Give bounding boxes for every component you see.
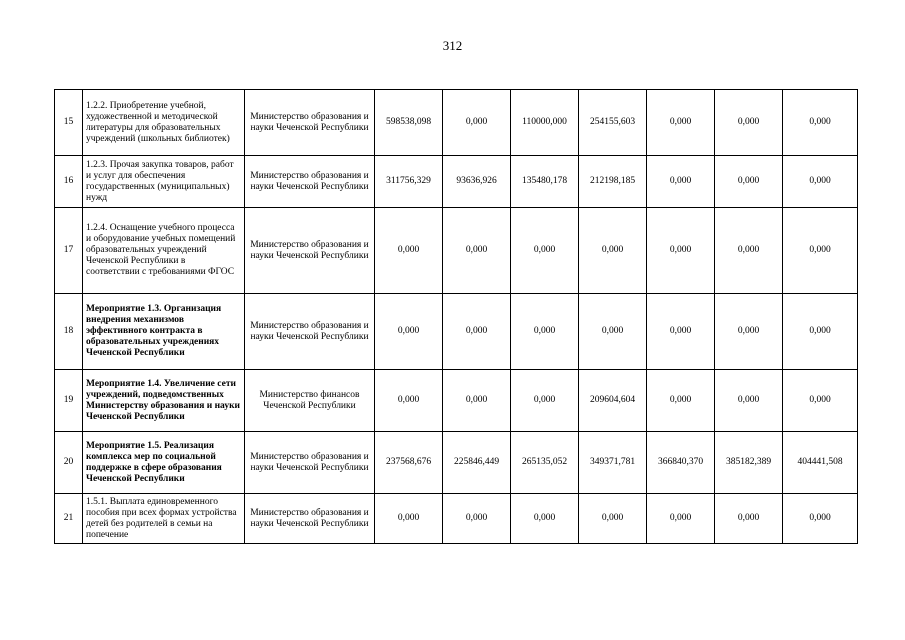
funding-value-cell: 209604,604 [579,370,647,432]
budget-table [54,89,858,544]
funding-value-cell: 0,000 [647,156,715,208]
funding-value-cell: 311756,329 [375,156,443,208]
funding-value-cell: 0,000 [783,90,858,156]
funding-value-cell: 0,000 [511,370,579,432]
funding-value-cell: 0,000 [375,370,443,432]
funding-value-cell: 254155,603 [579,90,647,156]
row-number: 20 [55,432,83,494]
funding-value-cell: 0,000 [783,208,858,294]
funding-value-cell: 0,000 [715,370,783,432]
funding-value-cell: 237568,676 [375,432,443,494]
page-number: 312 [442,38,463,53]
funding-value-cell: 110000,000 [511,90,579,156]
funding-value-cell: 0,000 [579,208,647,294]
funding-value-cell: 0,000 [715,294,783,370]
funding-value-cell: 0,000 [443,294,511,370]
executor-cell: Министерство образования и науки Чеченской Республики [245,294,375,370]
table-row [55,90,858,156]
funding-value-cell: 212198,185 [579,156,647,208]
funding-value-cell: 349371,781 [579,432,647,494]
funding-value-cell: 385182,389 [715,432,783,494]
executor-cell: Министерство финансов Чеченской Республики [245,370,375,432]
funding-value-cell: 0,000 [783,370,858,432]
funding-value-cell: 0,000 [443,370,511,432]
funding-value-cell: 0,000 [715,208,783,294]
funding-value-cell: 93636,926 [443,156,511,208]
funding-value-cell: 0,000 [443,494,511,544]
executor-cell: Министерство образования и науки Чеченской Республики [245,494,375,544]
funding-value-cell: 0,000 [511,294,579,370]
funding-value-cell: 0,000 [511,494,579,544]
table-row [55,494,858,544]
funding-value-cell: 0,000 [375,494,443,544]
funding-value-cell: 0,000 [511,208,579,294]
table-row [55,156,858,208]
measure-description: Мероприятие 1.5. Реализация комплекса мер по социальной поддержке в сфере образования Чеченской Республики [83,432,245,494]
funding-value-cell: 0,000 [647,90,715,156]
funding-value-cell: 265135,052 [511,432,579,494]
funding-value-cell: 0,000 [715,494,783,544]
funding-value-cell: 225846,449 [443,432,511,494]
funding-value-cell: 0,000 [375,294,443,370]
executor-cell: Министерство образования и науки Чеченской Республики [245,208,375,294]
executor-cell: Министерство образования и науки Чеченской Республики [245,432,375,494]
funding-value-cell: 404441,508 [783,432,858,494]
funding-value-cell: 0,000 [375,208,443,294]
table-row [55,294,858,370]
funding-value-cell: 0,000 [783,494,858,544]
table-row [55,370,858,432]
table-row [55,208,858,294]
funding-value-cell: 0,000 [647,494,715,544]
executor-cell: Министерство образования и науки Чеченской Республики [245,156,375,208]
measure-description: 1.2.4. Оснащение учебного процесса и оборудование учебных помещений образовательных учреждений Чеченской Республики в соответствии с требованиями ФГОС [83,208,245,294]
funding-value-cell: 0,000 [579,494,647,544]
measure-description: Мероприятие 1.4. Увеличение сети учреждений, подведомственных Министерству образования и науки Чеченской Республики [83,370,245,432]
funding-value-cell: 0,000 [647,294,715,370]
measure-description: 1.2.2. Приобретение учебной, художественной и методической литературы для образовательных учреждений (школьных библиотек) [83,90,245,156]
funding-value-cell: 135480,178 [511,156,579,208]
funding-value-cell: 0,000 [443,208,511,294]
executor-cell: Министерство образования и науки Чеченской Республики [245,90,375,156]
measure-description: Мероприятие 1.3. Организация внедрения механизмов эффективного контракта в образовательных учреждениях Чеченской Республики [83,294,245,370]
row-number: 19 [55,370,83,432]
row-number: 16 [55,156,83,208]
measure-description: 1.5.1. Выплата единовременного пособия при всех формах устройства детей без родителей в семьи на попечение [83,494,245,544]
row-number: 18 [55,294,83,370]
funding-value-cell: 0,000 [647,370,715,432]
funding-value-cell: 0,000 [715,156,783,208]
funding-value-cell: 0,000 [579,294,647,370]
funding-value-cell: 366840,370 [647,432,715,494]
funding-value-cell: 0,000 [715,90,783,156]
funding-value-cell: 0,000 [443,90,511,156]
funding-value-cell: 0,000 [783,156,858,208]
table-body [55,90,858,544]
row-number: 21 [55,494,83,544]
funding-value-cell: 0,000 [647,208,715,294]
table-row [55,432,858,494]
measure-description: 1.2.3. Прочая закупка товаров, работ и услуг для обеспечения государственных (муниципальных) нужд [83,156,245,208]
funding-value-cell: 0,000 [783,294,858,370]
funding-value-cell: 598538,098 [375,90,443,156]
row-number: 17 [55,208,83,294]
row-number: 15 [55,90,83,156]
